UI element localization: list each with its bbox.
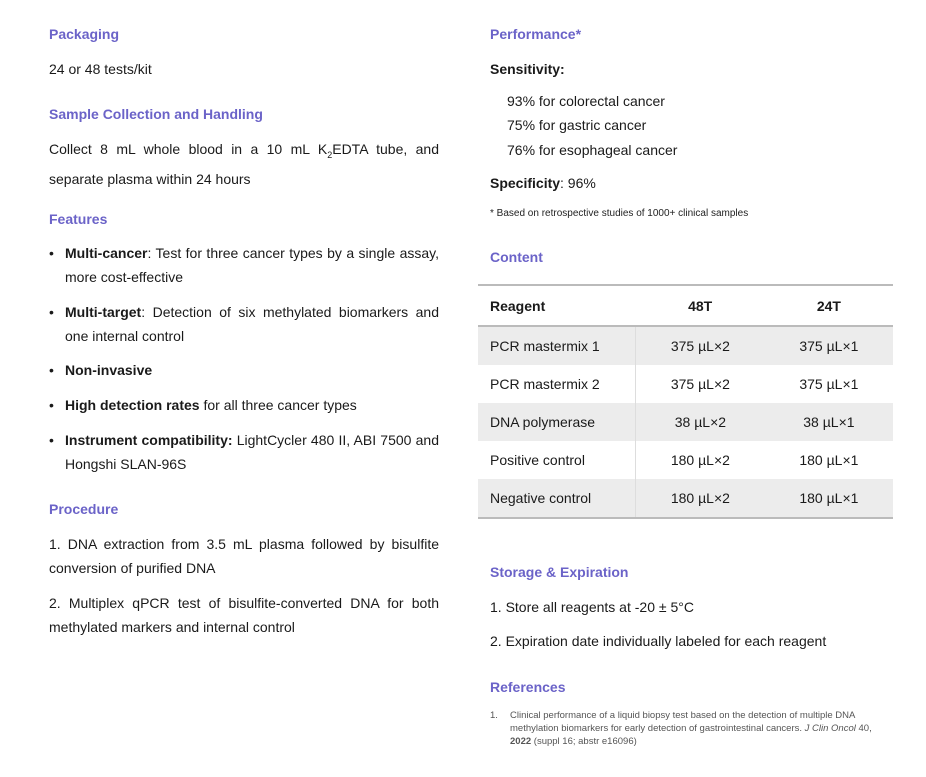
storage-heading: Storage & Expiration — [490, 564, 629, 580]
table-cell: 180 µL×2 — [636, 441, 765, 479]
feature-bold: Instrument compatibility: — [65, 432, 233, 448]
bullet-icon: • — [49, 397, 54, 413]
feature-bold: High detection rates — [65, 397, 200, 413]
procedure-item: 1. DNA extraction from 3.5 mL plasma followed by bisulfite conversion of purified DNA — [49, 536, 439, 576]
feature-text — [65, 428, 439, 476]
sensitivity-item: 75% for gastric cancer — [507, 117, 647, 133]
table-header — [478, 285, 893, 326]
feature-rest: for all three cancer types — [199, 397, 357, 413]
reference-volume: 40, — [855, 723, 872, 734]
reference-title: Clinical performance of a liquid biopsy test based on the detection of multiple DNA methylation biomarkers for early detection of gastrointestinal cancers. — [510, 710, 855, 734]
sensitivity-item: 93% for colorectal cancer — [507, 93, 665, 109]
table-row — [478, 365, 893, 403]
subscript: 2 — [327, 149, 333, 160]
feature-bold: Non-invasive — [65, 362, 153, 378]
feature-item — [49, 428, 439, 476]
bullet-icon: • — [49, 304, 54, 320]
bullet-icon: • — [49, 245, 54, 261]
procedure-item: 2. Multiplex qPCR test of bisulfite-converted DNA for both methylated markers and internal control — [49, 595, 439, 635]
specificity-label: Specificity — [490, 175, 561, 191]
feature-item — [49, 300, 439, 348]
feature-item — [49, 358, 439, 382]
references-heading: References — [490, 679, 566, 695]
feature-bold: Multi-cancer — [65, 245, 148, 261]
feature-item — [49, 393, 439, 417]
bullet-icon: • — [49, 362, 54, 378]
reference-number: 1. — [490, 710, 498, 721]
table-cell: 375 µL×1 — [765, 326, 893, 365]
storage-item: 2. Expiration date individually labeled for each reagent — [490, 633, 827, 649]
feature-bold: Multi-target — [65, 304, 142, 320]
table-cell: PCR mastermix 2 — [490, 376, 600, 392]
feature-rest: LightCycler 480 II, ABI 7500 and Hongshi SLAN-96S — [65, 432, 439, 472]
table-cell: 375 µL×2 — [636, 365, 765, 403]
table-row — [478, 326, 893, 365]
reference-item — [490, 709, 890, 748]
reference-text — [510, 709, 890, 748]
specificity-value: : 96% — [560, 175, 596, 191]
table-row — [478, 403, 893, 441]
column-header: Reagent — [478, 285, 636, 326]
specificity — [490, 171, 596, 195]
feature-item — [49, 241, 439, 289]
table-cell: 180 µL×1 — [799, 452, 859, 468]
packaging-text: 24 or 48 tests/kit — [49, 61, 152, 77]
table-cell: 38 µL×2 — [636, 403, 765, 441]
table-cell: 180 µL×2 — [636, 479, 765, 518]
bullet-icon: • — [49, 432, 54, 448]
reference-journal: J Clin Oncol — [804, 723, 856, 734]
reference-suppl: (suppl 16; abstr e16096) — [531, 736, 637, 747]
storage-item: 1. Store all reagents at -20 ± 5°C — [490, 599, 694, 615]
feature-text — [65, 241, 439, 289]
table-row — [478, 441, 893, 479]
sensitivity-label: Sensitivity: — [490, 61, 565, 77]
table-cell: DNA polymerase — [478, 403, 636, 441]
procedure-heading: Procedure — [49, 501, 119, 517]
reference-year: 2022 — [510, 736, 532, 747]
packaging-heading: Packaging — [49, 26, 120, 42]
feature-rest: : Test for three cancer types by a single assay, more cost-effective — [65, 245, 439, 285]
table-cell: 375 µL×1 — [799, 376, 859, 392]
feature-rest: : Detection of six methylated biomarkers and one internal control — [65, 304, 439, 344]
features-heading: Features — [49, 211, 108, 227]
feature-text — [65, 393, 439, 417]
table-row — [478, 479, 893, 518]
table-cell: Positive control — [490, 452, 585, 468]
column-header: 48T — [636, 285, 765, 326]
performance-heading: Performance* — [490, 26, 582, 42]
table-cell: PCR mastermix 1 — [478, 326, 636, 365]
table-cell: Negative control — [478, 479, 636, 518]
content-table — [478, 284, 893, 519]
sample-text-b: EDTA tube, and separate plasma within 24 hours — [49, 141, 439, 187]
column-header: 24T — [765, 285, 893, 326]
table-cell: 38 µL×1 — [765, 403, 893, 441]
feature-text — [65, 358, 439, 382]
table-cell: 180 µL×1 — [765, 479, 893, 518]
content-heading: Content — [490, 249, 543, 265]
sample-text-a: Collect 8 mL whole blood in a 10 mL K — [49, 141, 328, 157]
sample-text — [49, 137, 439, 191]
sensitivity-item: 76% for esophageal cancer — [507, 142, 678, 158]
sample-heading: Sample Collection and Handling — [49, 106, 263, 122]
feature-text — [65, 300, 439, 348]
footnote: * Based on retrospective studies of 1000+ clinical samples — [490, 208, 749, 219]
table-cell: 375 µL×2 — [636, 326, 765, 365]
